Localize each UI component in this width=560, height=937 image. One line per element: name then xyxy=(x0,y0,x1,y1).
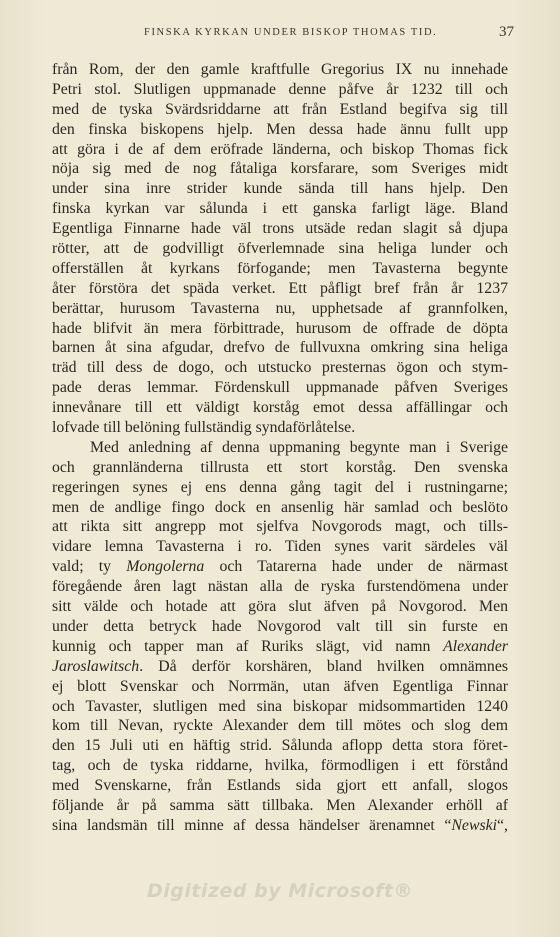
italic-name: Alexander xyxy=(443,637,508,655)
text-line: under sina inre strider kunde sända till hans hjelp. Den xyxy=(52,180,508,198)
text-line: tag, och de tyska riddarne, hvilka, förmodligen i ett förstånd xyxy=(52,757,508,775)
page-header xyxy=(52,24,514,41)
text-line: och grannländerna tillrusta ett stort korståg. Den svenska xyxy=(52,458,508,476)
text-line: att göra i de af dem eröfrade länderna, och biskop Thomas fick xyxy=(52,140,508,158)
text-line: kom till Nevan, ryckte Alexander dem till mötes och slog dem xyxy=(52,717,508,735)
page-number: 37 xyxy=(499,24,514,40)
text-line: och Tavaster, slutligen med sina biskopar midsommartiden 1240 xyxy=(52,697,508,715)
text-line: Jaroslawitsch. Då derför korshären, bland hvilken omnämnes xyxy=(52,657,508,675)
italic-name: Mongolerna xyxy=(126,558,205,576)
text-line: hade blifvit än mera förbittrade, hurusom de offrade de döpta xyxy=(52,319,508,337)
italic-name: Jaroslawitsch xyxy=(52,657,140,675)
italic-name: Newski xyxy=(451,816,498,834)
text-line: nöja sig med de nog fåtaliga korsfarare, som Sveriges midt xyxy=(52,160,508,178)
text-line: men de andlige fingo dock en ansenlig här samlad och beslöto xyxy=(52,498,508,516)
text-line: den 15 Juli uti en häftig strid. Sålunda aflopp detta stora föret- xyxy=(52,737,508,755)
text-line: berättar, hurusom Tavasterna nu, upphetsade af grannfolken, xyxy=(52,299,508,317)
text-line: föregående åren lagt nästan alla de ryska furstendömena under xyxy=(52,578,508,596)
text-line: barnen åt sina afgudar, drefvo de fullvuxna omkring sina heliga xyxy=(52,339,508,357)
digitization-watermark: Digitized by Microsoft® xyxy=(146,880,414,902)
text-line: rötter, att de godvilligt öfverlemnade sina heliga lunder och xyxy=(52,240,508,258)
text-line: med de tyska Svärdsriddarne att från Estland begifva sig till xyxy=(52,100,508,118)
text-line: åter förstöra det späda verket. Ett påfligt bref från år 1237 xyxy=(52,279,508,297)
text-line: följande år på samma sätt tillbaka. Men Alexander erhöll af xyxy=(52,796,508,814)
text-line: den finska biskopens hjelp. Men dessa hade ännu fullt upp xyxy=(52,120,508,138)
text-line: träd till dess de dogo, och utstucko presternas ögon och stym- xyxy=(52,359,508,377)
text-line: Egentliga Finnarne hade väl trons utsäde redan slagit så djupa xyxy=(52,220,508,238)
text-line: pade deras lemmar. Fördenskull uppmanade påfven Sveriges xyxy=(52,379,508,397)
text-line: vidare lemna Tavasterna i ro. Tiden synes varit särdeles väl xyxy=(52,538,508,556)
text-line: med Svenskarne, från Estlands sida gjort ett anfall, slogos xyxy=(52,777,508,795)
text-line: finska kyrkan var sålunda i ett ganska farligt läge. Bland xyxy=(52,200,508,218)
text-line: innevånare till ett väldigt korståg emot dessa affällingar och xyxy=(52,399,508,417)
text-line: lofvade till belöning fullständig syndaförlåtelse. xyxy=(52,419,356,437)
text-line: regeringen synes ej ens denna gång tagit del i rustningarne; xyxy=(52,478,508,496)
text-line: kunnig och tapper man af Ruriks slägt, vid namn Alexander xyxy=(52,637,508,655)
text-line: vald; ty Mongolerna och Tatarerna hade under de närmast xyxy=(52,558,508,576)
text-line: offerställen åt kyrkans förfogande; men Tavasterna begynte xyxy=(52,259,508,277)
text-line: ej blott Svenskar och Norrmän, utan äfven Egentliga Finnar xyxy=(52,677,508,695)
body-text xyxy=(52,60,508,836)
text-line: sina landsmän till minne af dessa händelser ärenamnet “Newski“, xyxy=(52,816,508,834)
text-line: från Rom, der den gamle kraftfulle Gregorius IX nu innehade xyxy=(52,61,508,78)
text-line: sitt välde och hotade att göra slut äfven på Novgorod. Men xyxy=(52,598,508,616)
text-line: Med anledning af denna uppmaning begynte man i Sverige xyxy=(90,438,508,456)
running-head: FINSKA KYRKAN UNDER BISKOP THOMAS TID. xyxy=(144,27,438,38)
text-line: under detta betryck hade Novgorod valt till sin furste en xyxy=(52,617,508,635)
text-line: Petri stol. Slutligen uppmanade denne påfve år 1232 till och xyxy=(52,80,508,98)
text-line: att rikta sitt angrepp mot sjelfva Novgorods magt, och tills- xyxy=(52,518,508,536)
